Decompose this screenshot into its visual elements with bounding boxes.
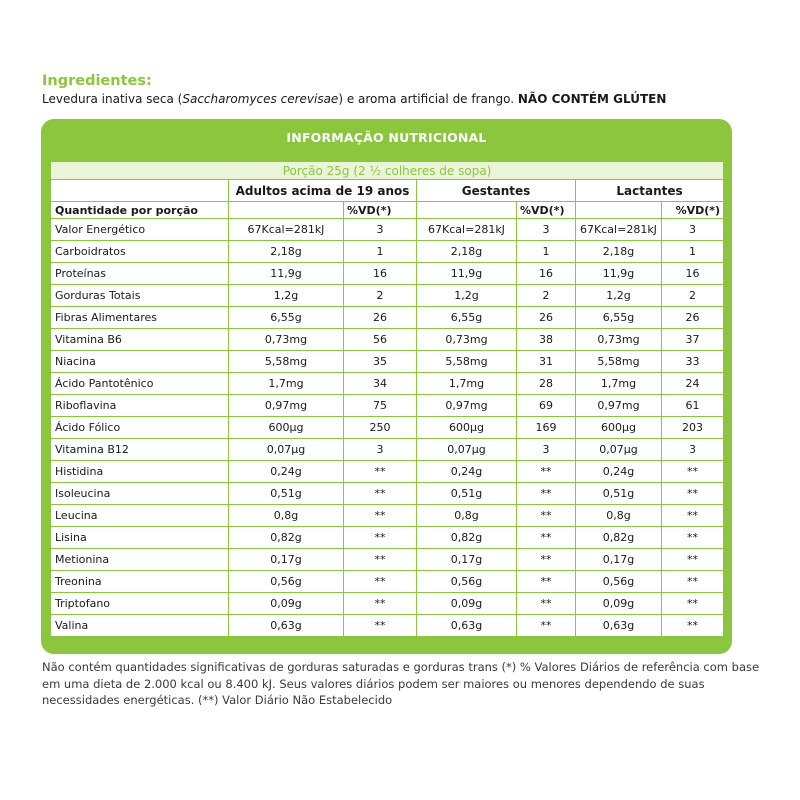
pregnant-vd-cell: 3 — [517, 219, 576, 241]
lactating-vd-header: %VD(*) — [662, 202, 724, 219]
nutrient-name: Niacina — [51, 351, 229, 373]
nutrient-name: Lisina — [51, 527, 229, 549]
lactating-vd-cell: ** — [662, 461, 724, 483]
table-row — [51, 329, 724, 351]
pregnant-amount-cell: 0,07µg — [417, 439, 517, 461]
lactating-amount-cell: 1,2g — [576, 285, 662, 307]
nutrient-name: Valina — [51, 615, 229, 637]
pregnant-vd-cell: ** — [517, 549, 576, 571]
adults-vd-cell: 35 — [344, 351, 417, 373]
adults-vd-cell: ** — [344, 615, 417, 637]
lactating-vd-cell: ** — [662, 593, 724, 615]
lactating-amount-cell: 6,55g — [576, 307, 662, 329]
adults-amount-cell: 0,56g — [229, 571, 344, 593]
nutrient-name: Treonina — [51, 571, 229, 593]
pregnant-vd-cell: 26 — [517, 307, 576, 329]
adults-vd-cell: ** — [344, 505, 417, 527]
lactating-vd-cell: 203 — [662, 417, 724, 439]
pregnant-vd-cell: 28 — [517, 373, 576, 395]
nutrient-name: Fibras Alimentares — [51, 307, 229, 329]
lactating-amount-cell: 5,58mg — [576, 351, 662, 373]
group-pregnant-header: Gestantes — [417, 180, 576, 202]
adults-vd-header: %VD(*) — [344, 202, 417, 219]
adults-amount-cell: 6,55g — [229, 307, 344, 329]
adults-amount-cell: 0,09g — [229, 593, 344, 615]
lactating-amount-cell: 0,17g — [576, 549, 662, 571]
pregnant-amount-cell: 0,17g — [417, 549, 517, 571]
adults-amount-cell: 11,9g — [229, 263, 344, 285]
lactating-vd-cell: 2 — [662, 285, 724, 307]
table-row — [51, 351, 724, 373]
nutrient-name: Gorduras Totais — [51, 285, 229, 307]
adults-amount-cell: 5,58mg — [229, 351, 344, 373]
pregnant-amount-header — [417, 202, 517, 219]
adults-amount-cell: 0,97mg — [229, 395, 344, 417]
pregnant-vd-cell: ** — [517, 571, 576, 593]
lactating-amount-cell: 0,56g — [576, 571, 662, 593]
pregnant-amount-cell: 0,24g — [417, 461, 517, 483]
adults-amount-cell: 0,17g — [229, 549, 344, 571]
lactating-amount-cell: 0,82g — [576, 527, 662, 549]
adults-vd-cell: 56 — [344, 329, 417, 351]
pregnant-vd-cell: 69 — [517, 395, 576, 417]
table-row — [51, 373, 724, 395]
nutrition-panel — [41, 119, 732, 654]
adults-vd-cell: 16 — [344, 263, 417, 285]
table-row — [51, 483, 724, 505]
pregnant-vd-cell: ** — [517, 483, 576, 505]
quantity-per-portion-label: Quantidade por porção — [51, 202, 229, 219]
ingredients-section — [42, 72, 762, 107]
pregnant-vd-cell: 31 — [517, 351, 576, 373]
pregnant-amount-cell: 1,2g — [417, 285, 517, 307]
adults-vd-cell: ** — [344, 527, 417, 549]
ingredients-title: Ingredientes: — [42, 73, 152, 89]
pregnant-vd-cell: ** — [517, 505, 576, 527]
nutrient-name: Proteínas — [51, 263, 229, 285]
adults-amount-cell: 0,73mg — [229, 329, 344, 351]
adults-vd-cell: 250 — [344, 417, 417, 439]
lactating-vd-cell: 16 — [662, 263, 724, 285]
adults-amount-cell: 1,2g — [229, 285, 344, 307]
pregnant-vd-cell: 2 — [517, 285, 576, 307]
pregnant-amount-cell: 67Kcal=281kJ — [417, 219, 517, 241]
lactating-amount-cell: 600µg — [576, 417, 662, 439]
lactating-amount-header — [576, 202, 662, 219]
pregnant-amount-cell: 0,56g — [417, 571, 517, 593]
portion-label: Porção 25g (2 ½ colheres de sopa) — [51, 162, 724, 180]
pregnant-vd-cell: ** — [517, 615, 576, 637]
pregnant-vd-cell: 38 — [517, 329, 576, 351]
table-row — [51, 307, 724, 329]
lactating-amount-cell: 67Kcal=281kJ — [576, 219, 662, 241]
adults-vd-cell: 3 — [344, 219, 417, 241]
nutrient-name: Leucina — [51, 505, 229, 527]
pregnant-vd-cell: ** — [517, 593, 576, 615]
pregnant-amount-cell: 0,8g — [417, 505, 517, 527]
pregnant-amount-cell: 0,73mg — [417, 329, 517, 351]
nutrition-title: INFORMAÇÃO NUTRICIONAL — [286, 130, 487, 145]
pregnant-vd-header: %VD(*) — [517, 202, 576, 219]
nutrient-name: Ácido Fólico — [51, 417, 229, 439]
nutrient-name: Vitamina B12 — [51, 439, 229, 461]
nutrient-name: Isoleucina — [51, 483, 229, 505]
pregnant-amount-cell: 600µg — [417, 417, 517, 439]
table-row — [51, 571, 724, 593]
adults-amount-cell: 0,8g — [229, 505, 344, 527]
table-row — [51, 263, 724, 285]
group-adults-header: Adultos acima de 19 anos — [229, 180, 417, 202]
pregnant-amount-cell: 5,58mg — [417, 351, 517, 373]
lactating-amount-cell: 0,24g — [576, 461, 662, 483]
pregnant-vd-cell: ** — [517, 527, 576, 549]
table-row — [51, 439, 724, 461]
nutrition-table-body — [51, 162, 724, 637]
lactating-vd-cell: ** — [662, 483, 724, 505]
pregnant-vd-cell: 3 — [517, 439, 576, 461]
lactating-amount-cell: 11,9g — [576, 263, 662, 285]
lactating-amount-cell: 0,51g — [576, 483, 662, 505]
group-header-empty — [51, 180, 229, 202]
lactating-vd-cell: 33 — [662, 351, 724, 373]
lactating-amount-cell: 0,63g — [576, 615, 662, 637]
lactating-vd-cell: 3 — [662, 219, 724, 241]
table-row — [51, 241, 724, 263]
pregnant-amount-cell: 1,7mg — [417, 373, 517, 395]
lactating-amount-cell: 0,73mg — [576, 329, 662, 351]
pregnant-amount-cell: 0,97mg — [417, 395, 517, 417]
lactating-amount-cell: 2,18g — [576, 241, 662, 263]
adults-vd-cell: 34 — [344, 373, 417, 395]
nutrient-name: Ácido Pantotênico — [51, 373, 229, 395]
group-header-row — [51, 180, 724, 202]
nutrient-name: Metionina — [51, 549, 229, 571]
nutrient-name: Valor Energético — [51, 219, 229, 241]
adults-vd-cell: ** — [344, 571, 417, 593]
ingredients-species: Saccharomyces cerevisae — [182, 92, 339, 106]
footnote: Não contém quantidades significativas de gorduras saturadas e gorduras trans (*) % Valores Diários de referência com base em uma dieta de 2.000 kcal ou 8.400 kJ. Seus valores diários podem ser maiores ou menores dependendo de suas necessidades energéticas. (**) Valor Diário Não Estabelecido — [42, 660, 760, 707]
lactating-vd-cell: ** — [662, 527, 724, 549]
group-lactating-header: Lactantes — [576, 180, 724, 202]
lactating-vd-cell: 61 — [662, 395, 724, 417]
pregnant-amount-cell: 11,9g — [417, 263, 517, 285]
adults-amount-cell: 0,63g — [229, 615, 344, 637]
nutrient-name: Triptofano — [51, 593, 229, 615]
table-row — [51, 219, 724, 241]
pregnant-amount-cell: 0,82g — [417, 527, 517, 549]
table-row — [51, 395, 724, 417]
adults-vd-cell: ** — [344, 593, 417, 615]
pregnant-vd-cell: ** — [517, 461, 576, 483]
pregnant-vd-cell: 16 — [517, 263, 576, 285]
lactating-vd-cell: 26 — [662, 307, 724, 329]
adults-amount-cell: 2,18g — [229, 241, 344, 263]
table-row — [51, 285, 724, 307]
adults-vd-cell: 75 — [344, 395, 417, 417]
lactating-vd-cell: ** — [662, 615, 724, 637]
adults-amount-cell: 0,24g — [229, 461, 344, 483]
pregnant-amount-cell: 0,09g — [417, 593, 517, 615]
adults-vd-cell: 1 — [344, 241, 417, 263]
lactating-amount-cell: 0,8g — [576, 505, 662, 527]
adults-vd-cell: 2 — [344, 285, 417, 307]
ingredients-text-start: Levedura inativa seca ( — [42, 92, 183, 106]
adults-amount-cell: 1,7mg — [229, 373, 344, 395]
lactating-vd-cell: 1 — [662, 241, 724, 263]
table-row — [51, 461, 724, 483]
lactating-amount-cell: 0,07µg — [576, 439, 662, 461]
adults-vd-cell: 3 — [344, 439, 417, 461]
lactating-amount-cell: 0,09g — [576, 593, 662, 615]
lactating-vd-cell: ** — [662, 505, 724, 527]
lactating-vd-cell: 37 — [662, 329, 724, 351]
lactating-amount-cell: 1,7mg — [576, 373, 662, 395]
lactating-vd-cell: ** — [662, 571, 724, 593]
pregnant-vd-cell: 169 — [517, 417, 576, 439]
lactating-vd-cell: ** — [662, 549, 724, 571]
portion-row — [51, 162, 724, 180]
pregnant-amount-cell: 6,55g — [417, 307, 517, 329]
table-row — [51, 593, 724, 615]
nutrition-table — [50, 161, 724, 637]
subheader-row — [51, 202, 724, 219]
pregnant-amount-cell: 2,18g — [417, 241, 517, 263]
nutrient-name: Riboflavina — [51, 395, 229, 417]
table-row — [51, 417, 724, 439]
lactating-vd-cell: 3 — [662, 439, 724, 461]
table-row — [51, 527, 724, 549]
nutrient-name: Carboidratos — [51, 241, 229, 263]
ingredients-text-end: ) e aroma artificial de frango. — [338, 92, 518, 106]
adults-amount-cell: 0,82g — [229, 527, 344, 549]
adults-amount-cell: 0,07µg — [229, 439, 344, 461]
gluten-warning: NÃO CONTÉM GLÚTEN — [517, 92, 667, 106]
pregnant-vd-cell: 1 — [517, 241, 576, 263]
lactating-amount-cell: 0,97mg — [576, 395, 662, 417]
adults-vd-cell: ** — [344, 483, 417, 505]
nutrient-name: Histidina — [51, 461, 229, 483]
adults-amount-cell: 67Kcal=281kJ — [229, 219, 344, 241]
adults-vd-cell: ** — [344, 461, 417, 483]
pregnant-amount-cell: 0,63g — [417, 615, 517, 637]
adults-amount-cell: 600µg — [229, 417, 344, 439]
adults-amount-cell: 0,51g — [229, 483, 344, 505]
adults-vd-cell: 26 — [344, 307, 417, 329]
pregnant-amount-cell: 0,51g — [417, 483, 517, 505]
table-row — [51, 549, 724, 571]
table-row — [51, 505, 724, 527]
adults-vd-cell: ** — [344, 549, 417, 571]
adults-amount-header — [229, 202, 344, 219]
ingredients-text — [42, 91, 762, 107]
table-row — [51, 615, 724, 637]
nutrient-name: Vitamina B6 — [51, 329, 229, 351]
lactating-vd-cell: 24 — [662, 373, 724, 395]
